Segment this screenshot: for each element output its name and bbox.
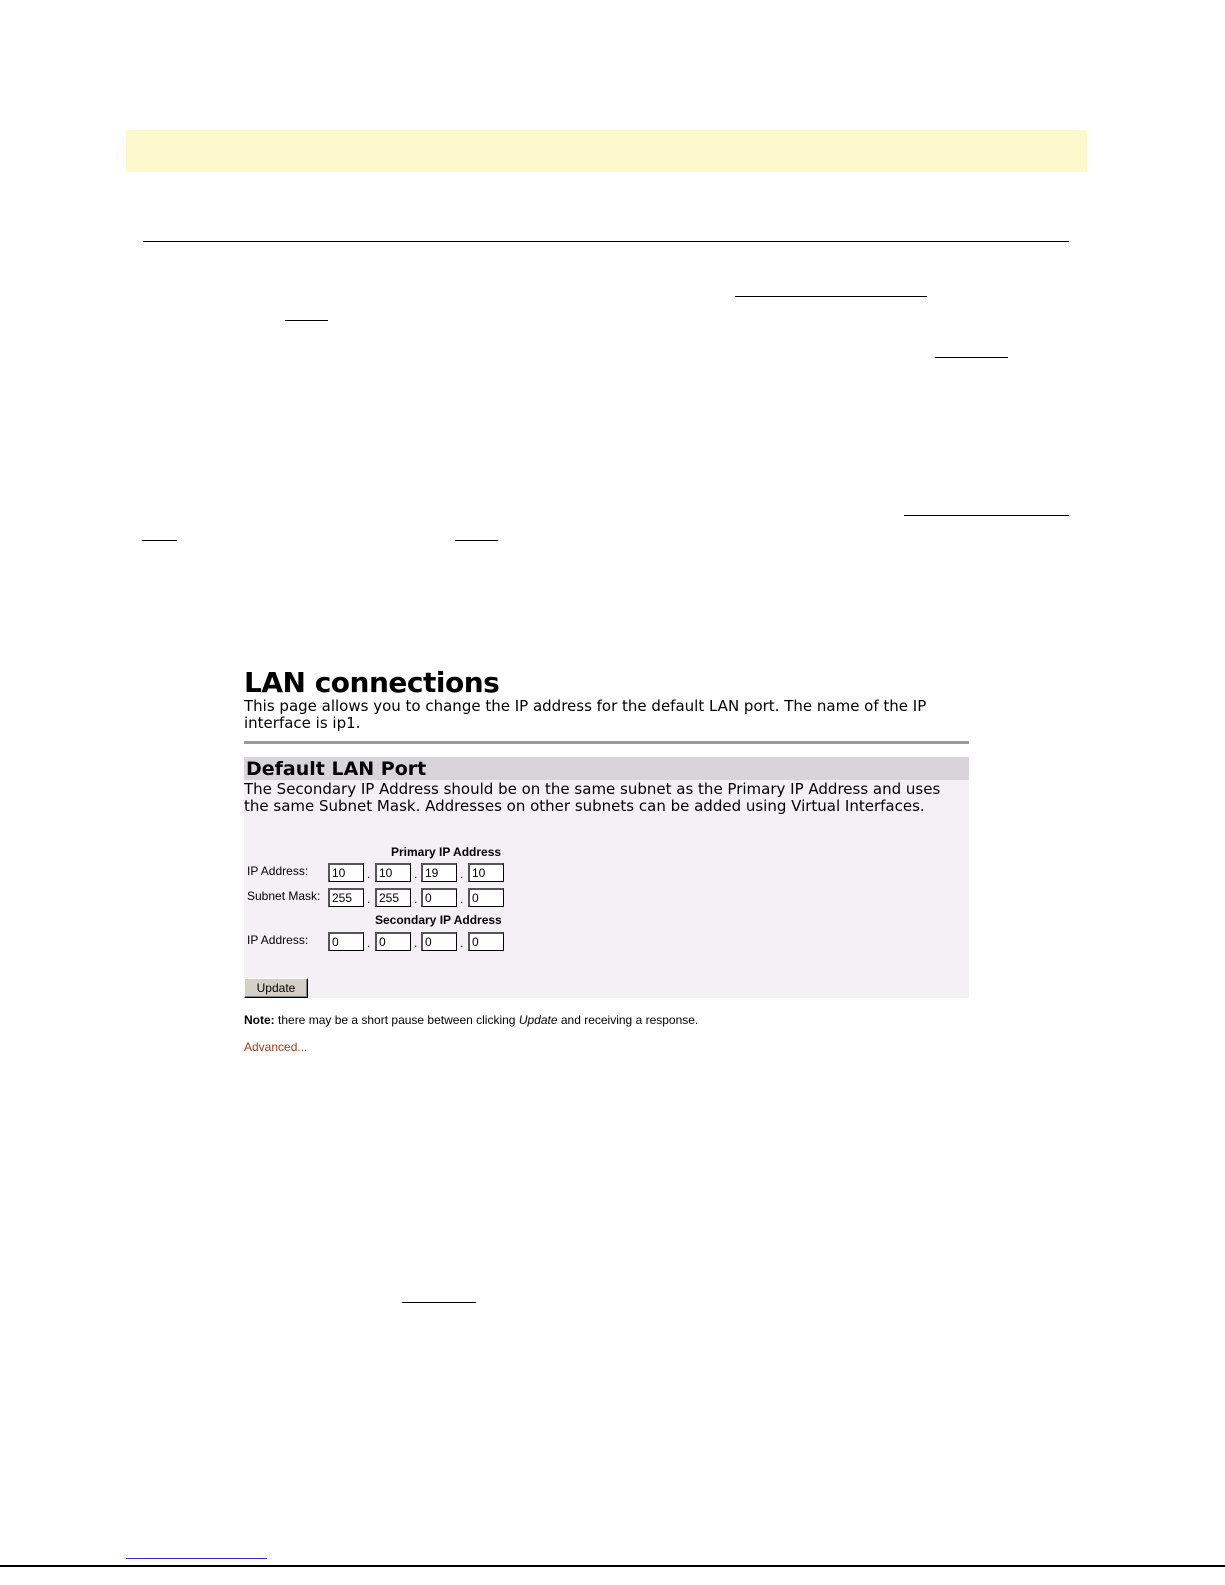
hyperlink-underline[interactable]	[402, 1302, 476, 1303]
hyperlink-underline[interactable]	[904, 515, 1069, 516]
hyperlink-underline[interactable]	[735, 296, 927, 297]
footer-link-underline[interactable]	[126, 1558, 267, 1559]
page-title: LAN connections	[244, 666, 500, 699]
divider	[244, 741, 969, 744]
default-lan-port-section	[244, 757, 969, 998]
octet-separator: .	[414, 936, 418, 950]
octet-separator: .	[414, 867, 418, 881]
primary-ip-octet-4[interactable]: 10	[468, 863, 504, 882]
secondary-ip-octet-4[interactable]: 0	[468, 932, 504, 951]
primary-ip-heading: Primary IP Address	[391, 845, 502, 859]
subnet-mask-label: Subnet Mask:	[247, 889, 321, 903]
note-label: Note:	[244, 1013, 275, 1027]
section-title: Default LAN Port	[246, 758, 427, 780]
screenshot-panel	[244, 664, 969, 1064]
hyperlink-underline[interactable]	[285, 320, 328, 321]
section-header	[244, 757, 969, 780]
secondary-ip-octet-3[interactable]: 0	[421, 932, 457, 951]
octet-separator: .	[460, 892, 464, 906]
page-description: This page allows you to change the IP address for the default LAN port. The name of the IP interface is ip1.	[244, 697, 927, 732]
subnet-mask-octet-4[interactable]: 0	[468, 888, 504, 907]
primary-ip-octet-3[interactable]: 19	[421, 863, 457, 882]
subnet-mask-octet-2[interactable]: 255	[375, 888, 411, 907]
hyperlink-underline[interactable]	[935, 357, 1008, 358]
octet-separator: .	[414, 892, 418, 906]
footer-rule	[0, 1565, 1225, 1567]
hyperlink-underline[interactable]	[142, 540, 177, 541]
secondary-ip-octet-1[interactable]: 0	[328, 932, 364, 951]
octet-separator: .	[367, 936, 371, 950]
subnet-mask-octet-3[interactable]: 0	[421, 888, 457, 907]
primary-ip-octet-1[interactable]: 10	[328, 863, 364, 882]
octet-separator: .	[367, 867, 371, 881]
primary-ip-octet-2[interactable]: 10	[375, 863, 411, 882]
secondary-ip-label: IP Address:	[247, 933, 309, 947]
header-banner	[126, 130, 1087, 172]
secondary-ip-octet-2[interactable]: 0	[375, 932, 411, 951]
secondary-ip-heading: Secondary IP Address	[375, 913, 502, 927]
note-text: Note: there may be a short pause between clicking Update and receiving a response.	[244, 1013, 699, 1027]
hyperlink-underline[interactable]	[455, 540, 498, 541]
advanced-link[interactable]: Advanced...	[244, 1040, 308, 1054]
section-description: The Secondary IP Address should be on the same subnet as the Primary IP Address and uses the same Subnet Mask. Addresses on other subnets can be added using Virtual Interfaces.	[244, 780, 941, 815]
octet-separator: .	[460, 867, 464, 881]
primary-ip-label: IP Address:	[247, 864, 309, 878]
octet-separator: .	[460, 936, 464, 950]
update-button[interactable]: Update	[244, 978, 308, 998]
octet-separator: .	[367, 892, 371, 906]
subnet-mask-octet-1[interactable]: 255	[328, 888, 364, 907]
page-rule	[143, 241, 1069, 242]
interface-name: ip1	[332, 714, 356, 732]
